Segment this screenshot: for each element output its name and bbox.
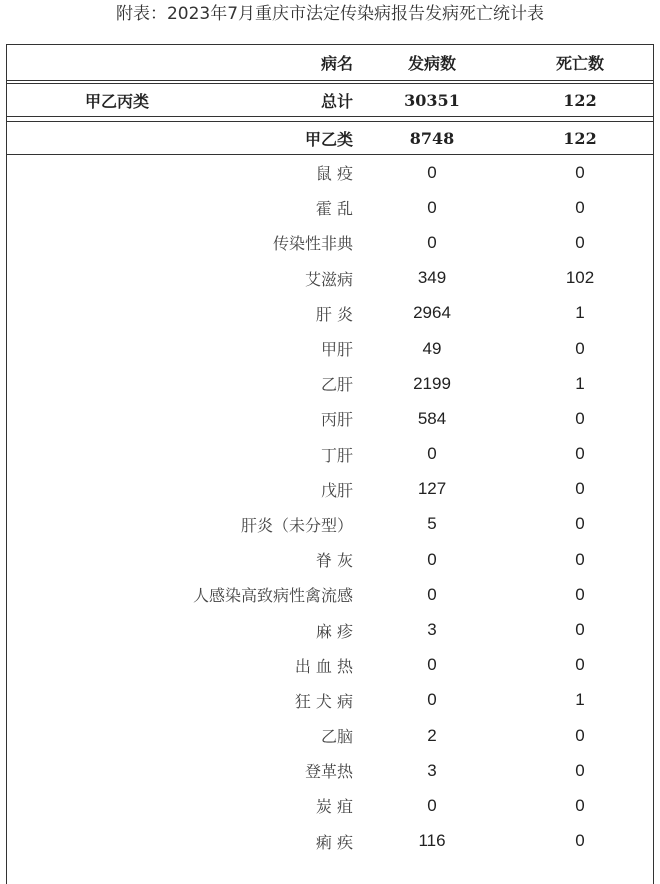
disease-name: 炭 疽 [315, 797, 353, 817]
disease-deaths: 0 [575, 584, 585, 604]
table-row [7, 331, 653, 366]
disease-deaths: 0 [575, 232, 585, 252]
disease-name: 肝 炎 [315, 304, 353, 324]
disease-name: 麻 疹 [315, 621, 353, 641]
disease-name: 戊肝 [320, 480, 353, 500]
disease-deaths: 0 [575, 831, 585, 851]
disease-deaths: 0 [575, 549, 585, 569]
disease-deaths: 0 [575, 444, 585, 464]
disease-cases: 0 [427, 655, 437, 675]
table-row [7, 683, 653, 718]
table-row [7, 753, 653, 788]
table-row [7, 261, 653, 296]
disease-name: 丙肝 [320, 410, 353, 430]
disease-deaths: 0 [575, 795, 585, 815]
disease-name: 丁肝 [320, 445, 353, 465]
table-row [7, 507, 653, 542]
disease-deaths: 0 [575, 514, 585, 534]
table-row [7, 542, 653, 577]
disease-cases: 0 [427, 584, 437, 604]
disease-cases: 0 [427, 549, 437, 569]
subtotal-label: 甲乙类 [304, 129, 353, 149]
disease-deaths: 0 [575, 760, 585, 780]
disease-deaths: 0 [575, 620, 585, 640]
disease-deaths: 0 [575, 408, 585, 428]
disease-name: 传染性非典 [272, 234, 353, 254]
disease-cases: 5 [427, 514, 437, 534]
disease-cases: 0 [427, 162, 437, 182]
table-row [7, 472, 653, 507]
disease-cases: 349 [417, 268, 447, 288]
table-row [7, 225, 653, 260]
disease-name: 甲肝 [320, 340, 353, 360]
disease-cases: 49 [422, 338, 442, 358]
table-row [7, 296, 653, 331]
disease-name: 人感染高致病性禽流感 [192, 586, 353, 606]
disease-deaths: 1 [575, 303, 585, 323]
table-header-row [7, 45, 653, 81]
disease-deaths: 0 [575, 197, 585, 217]
disease-deaths: 0 [575, 725, 585, 745]
subtotal-cases: 8748 [409, 128, 455, 148]
disease-cases: 3 [427, 620, 437, 640]
disease-cases: 127 [417, 479, 447, 499]
header-disease-name: 病名 [320, 54, 353, 73]
total-category: 甲乙丙类 [85, 91, 150, 111]
table-row [7, 718, 653, 753]
table-row [7, 648, 653, 683]
total-cases: 30351 [404, 90, 460, 110]
disease-name: 霍 乱 [315, 199, 353, 219]
disease-cases: 0 [427, 444, 437, 464]
subtotal-deaths: 122 [563, 128, 597, 148]
disease-name: 肝炎（未分型） [240, 515, 353, 535]
disease-deaths: 1 [575, 690, 585, 710]
disease-deaths: 102 [565, 268, 595, 288]
table-row [7, 190, 653, 225]
header-deaths: 死亡数 [555, 54, 604, 73]
disease-rows [7, 155, 653, 859]
table-row [7, 612, 653, 647]
disease-name: 出 血 热 [294, 656, 353, 676]
disease-deaths: 0 [575, 655, 585, 675]
disease-name: 乙脑 [320, 727, 353, 747]
subtotal-row [7, 121, 653, 155]
disease-deaths: 0 [575, 479, 585, 499]
disease-name: 鼠 疫 [315, 164, 353, 184]
header-cases: 发病数 [407, 54, 456, 73]
disease-cases: 3 [427, 760, 437, 780]
disease-cases: 0 [427, 232, 437, 252]
page-title: 附表：2023年7月重庆市法定传染病报告发病死亡统计表 [115, 4, 545, 24]
total-deaths: 122 [563, 90, 597, 110]
disease-cases: 0 [427, 197, 437, 217]
table-row [7, 155, 653, 190]
disease-name: 艾滋病 [304, 269, 353, 289]
table-row [7, 437, 653, 472]
disease-name: 乙肝 [320, 375, 353, 395]
table-row [7, 366, 653, 401]
disease-cases: 0 [427, 690, 437, 710]
disease-cases: 0 [427, 795, 437, 815]
disease-deaths: 0 [575, 162, 585, 182]
disease-cases: 584 [417, 408, 447, 428]
disease-name: 登革热 [304, 762, 353, 782]
disease-cases: 2 [427, 725, 437, 745]
disease-name: 狂 犬 病 [294, 691, 353, 711]
table-row [7, 824, 653, 859]
table-row [7, 788, 653, 823]
total-label: 总计 [320, 91, 353, 111]
disease-name: 痢 疾 [315, 832, 353, 852]
table-row [7, 577, 653, 612]
table-row [7, 401, 653, 436]
disease-name: 脊 灰 [315, 551, 353, 571]
disease-cases: 116 [418, 831, 446, 851]
disease-deaths: 0 [575, 338, 585, 358]
disease-cases: 2199 [413, 373, 451, 393]
disease-deaths: 1 [575, 373, 585, 393]
disease-cases: 2964 [413, 303, 451, 323]
total-row [7, 83, 653, 117]
statistics-table [6, 44, 654, 884]
